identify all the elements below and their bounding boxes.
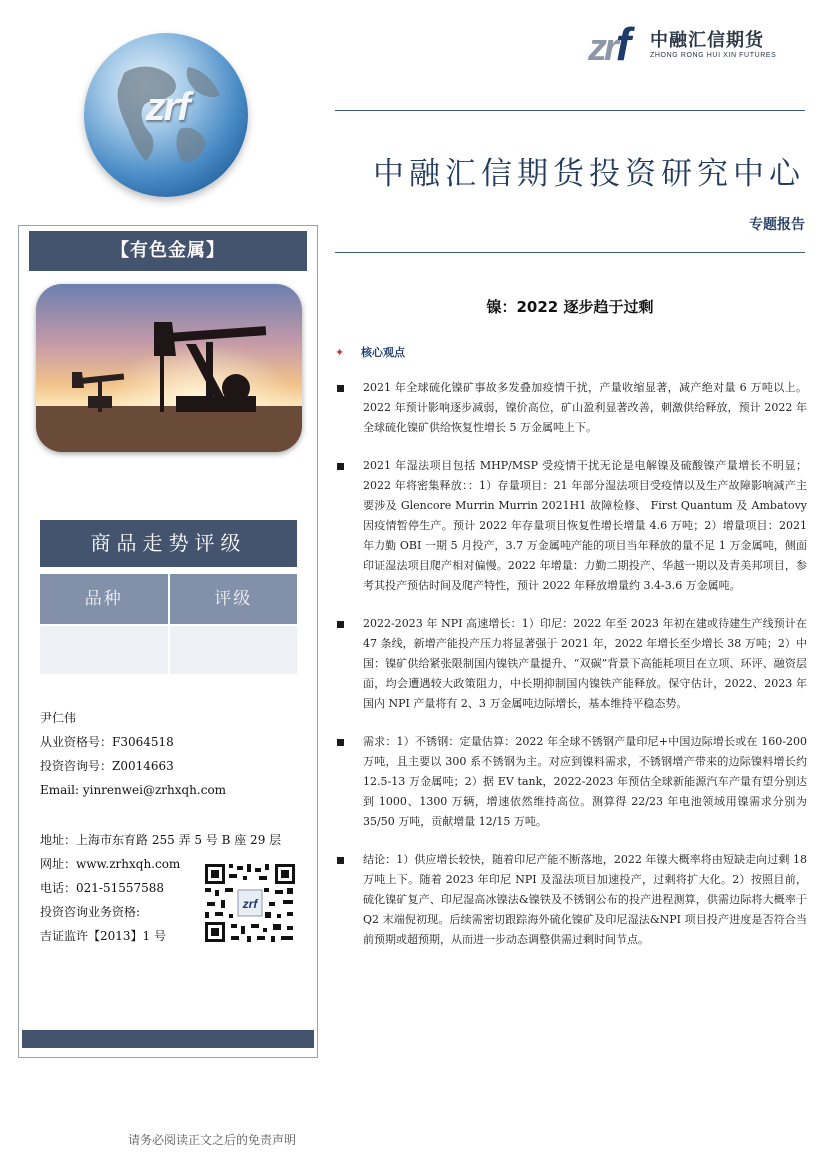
footer-disclaimer: 请务必阅读正文之后的免责声明 [128,1133,297,1147]
brand-logo [588,18,778,70]
globe-logo [84,33,248,197]
square-bullet-icon [337,385,344,392]
list-item: 2021 年全球硫化镍矿事故多发叠加疫情干扰，产量收缩显著，减产绝对量 6 万吨以上。2022 年预计影响逐步减弱，镍价高位，矿山盈利显著改善，刺激供给释放，预计 2022 年全球硫化镍矿供给恢复性增长 5 万金属吨上下。 [335,378,807,438]
rating-col-rating: 评级 [168,574,298,624]
analyst-consult-no: 投资咨询号：Z0014663 [40,759,174,773]
header-divider-top [335,110,805,111]
analyst-qualification: 从业资格号：F3064518 [40,735,174,749]
research-center-title: 中融汇信期货投资研究中心 [373,156,805,192]
rating-table-title: 商品走势评级 [40,520,297,567]
license-number: 吉证监许【2013】1 号 [40,929,166,943]
sidebar-footer-bar [22,1030,314,1048]
square-bullet-icon [337,621,344,628]
square-bullet-icon [337,857,344,864]
company-website[interactable]: 网址：www.zrhxqh.com [40,857,181,871]
rating-col-variety: 品种 [40,574,168,624]
company-address: 地址：上海市东育路 255 弄 5 号 B 座 29 层 [40,833,282,847]
brand-name-en: ZHONG RONG HUI XIN FUTURES [650,52,777,59]
list-item: 2021 年湿法项目包括 MHP/MSP 受疫情干扰无论是电解镍及硫酸镍产量增长不明显；2022 年将密集释放：：1）存量项目：21 年部分湿法项目受疫情以及生产故障影响减产主要涉及 Glencore Murrin Murrin 2021H1 故障检修、 First Quantum 及 Ambatovy 因疫情暂停生产。预计 2022 年存量项目恢复性增长增量 4.6 万吨；2）增量项目：2021 年力勤 OBI 一期 5 月投产，3.7 万金属吨产能的项目当年释放的量不足 1 万金属吨，侧面印证湿法项目爬产相对偏慢。2022 年增量：力勤二期投产、华越一期以及青美邦项目，参考其投产预估时间及爬产特性，预计 2022 年释放增量约 3.4-3.6 万金属吨。 [335,456,807,596]
list-item: 结论：1）供应增长较快，随着印尼产能不断落地，2022 年镍大概率将由短缺走向过剩 18 万吨上下。随着 2023 年印尼 NPI 及湿法项目加速投产，过剩将扩大化。2）按照目前，硫化镍矿复产、印尼湿高冰镍法&镍铁及不锈钢公布的投产进程测算，供需边际将大概率于 Q2 末端倪初现。后续需密切跟踪海外硫化镍矿及印尼湿法&NPI 项目投产进度是否符合当前预期或超预期，从而进一步动态调整供需过剩时间节点。 [335,850,807,950]
square-bullet-icon [337,463,344,470]
oil-pump-photo [36,284,302,452]
qr-code-icon [203,862,297,944]
rating-cell-rating [168,626,298,674]
svg-text:zrf: zrf [242,897,258,911]
header-divider-bottom [335,252,805,253]
section-heading-text: 核心观点 [361,346,405,359]
report-type-label: 专题报告 [749,217,805,233]
brand-mark: zrf [588,18,629,70]
rating-cell-variety [40,626,168,674]
analyst-email[interactable]: Email: yinrenwei@zrhxqh.com [40,783,227,797]
section-marker-icon: ✦ [335,346,345,359]
key-points-list [335,378,807,968]
license-label: 投资咨询业务资格: [40,905,141,919]
globe-logo-text: zrf [145,85,189,129]
document-title: 镍：2022 逐步趋于过剩 [486,298,654,316]
category-banner: 【有色金属】 [29,231,307,271]
rating-table-header [40,574,297,624]
list-item: 2022-2023 年 NPI 高速增长：1）印尼：2022 年至 2023 年初在建或待建生产线预计在 47 条线，新增产能投产压力将显著强于 2021 年，2022 年增长至少增长 38 万吨；2）中国：镍矿供给紧张限制国内镍铁产量提升、“双碳”背景下高能耗项目在立项、环评、融资层面，均会遭遇较大政策阻力，中长期抑制国内镍铁产能释放。保守估计，2022、2023 年国内 NPI 产量将有 2、3 万金属吨边际增长，基本维持平稳态势。 [335,614,807,714]
brand-name-cn: 中融汇信期货 [650,30,764,51]
analyst-info [40,706,226,802]
rating-table-row [40,626,297,674]
square-bullet-icon [337,739,344,746]
analyst-name: 尹仁伟 [40,711,77,725]
company-phone: 电话：021-51557588 [40,881,165,895]
section-heading [335,344,405,360]
sidebar-panel [18,225,318,1058]
list-item: 需求：1）不锈钢：定量估算：2022 年全球不锈钢产量印尼+中国边际增长或在 160-200 万吨，且主要以 300 系不锈钢为主。对应到镍料需求，不锈钢增产带来的边际镍料增长约 12.5-13 万金属吨；2）据 EV tank，2022-2023 年预估全球新能源汽车产量有望分别达到 1000、1300 万辆，增速依然维持高位。测算得 22/23 年电池领域用镍需求分别为 35/50 万吨，贡献增量 12/15 万吨。 [335,732,807,832]
